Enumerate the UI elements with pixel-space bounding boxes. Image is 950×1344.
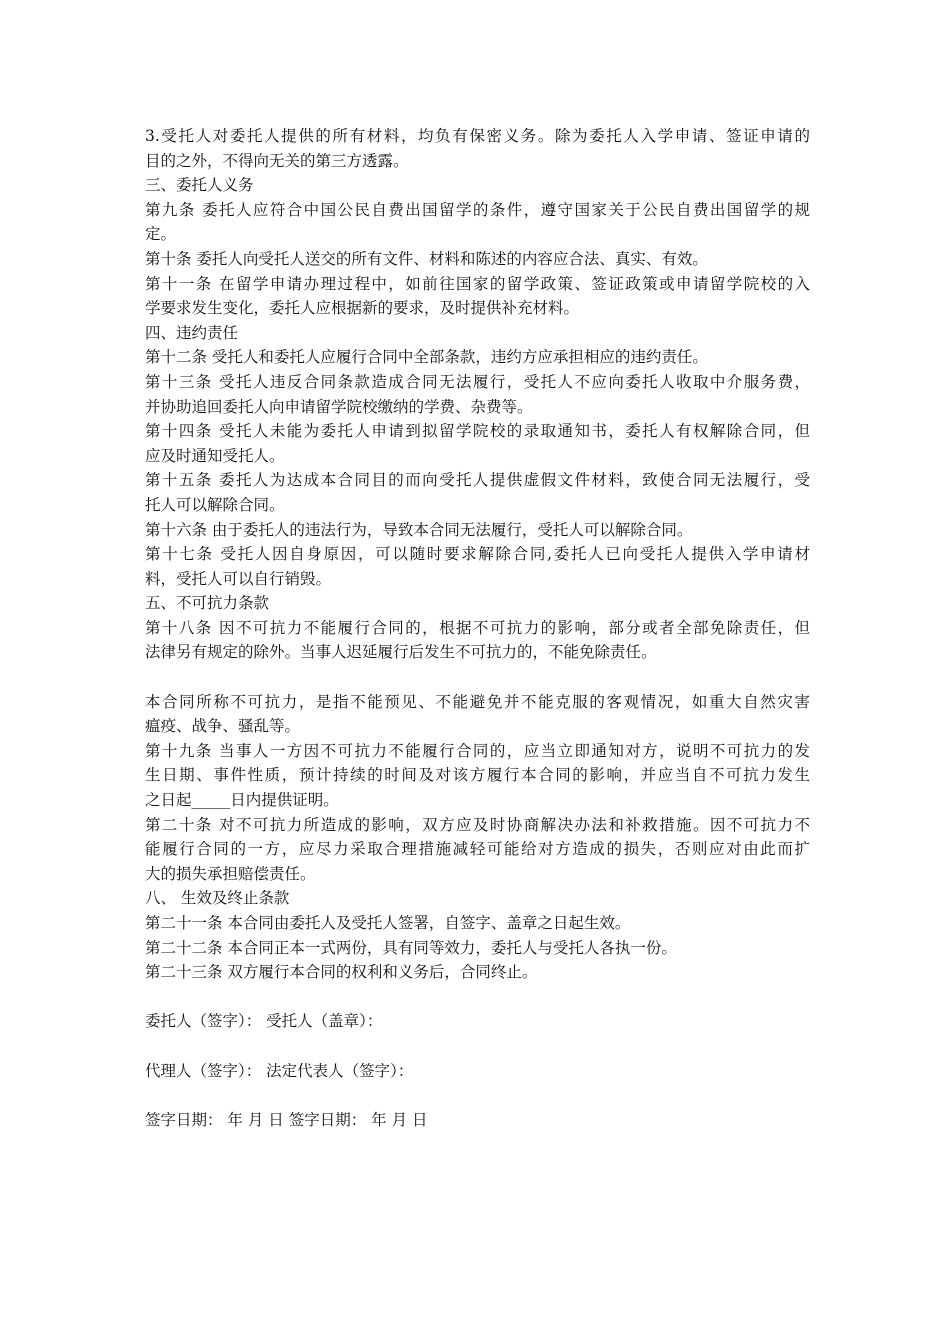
- text-line: 定。: [145, 225, 177, 244]
- section-heading: 八、 生效及终止条款: [145, 889, 290, 908]
- text-line: 第十八条 因不可抗力不能履行合同的，根据不可抗力的影响，部分或者全部免除责任，但: [145, 618, 810, 637]
- text-line: 并协助追回委托人向申请留学院校缴纳的学费、杂费等。: [145, 397, 533, 416]
- blank-line: [145, 665, 810, 690]
- text-line: 第十六条 由于委托人的违法行为，导致本合同无法履行，受托人可以解除合同。: [145, 520, 693, 539]
- text-line: 第十二条 受托人和委托人应履行合同中全部条款，违约方应承担相应的违约责任。: [145, 348, 708, 367]
- text-line: 3.受托人对委托人提供的所有材料，均负有保密义务。除为委托人入学申请、签证申请的: [145, 127, 810, 145]
- text-line: 目的之外，不得向无关的第三方透露。: [145, 151, 409, 170]
- text-line: 应及时通知受托人。: [145, 446, 285, 465]
- text-line: 第十三条 受托人违反合同条款造成合同无法履行，受托人不应向委托人收取中介服务费，: [145, 372, 810, 391]
- signature-line-agent: 代理人（签字）： 法定代表人（签字）：: [145, 1061, 414, 1080]
- contract-body: [145, 124, 810, 1132]
- text-line: 第二十二条 本合同正本一式两份，具有同等效力，委托人与受托人各执一份。: [145, 938, 677, 957]
- text-line: 第九条 委托人应符合中国公民自费出国留学的条件，遵守国家关于公民自费出国留学的规: [145, 200, 810, 219]
- text-line: 第十九条 当事人一方因不可抗力不能履行合同的，应当立即通知对方，说明不可抗力的发: [145, 741, 810, 760]
- text-line: 能履行合同的一方，应尽力采取合理措施减轻可能给对方造成的损失，否则应对由此而扩: [145, 840, 810, 859]
- text-line: 学要求发生变化，委托人应根据新的要求，及时提供补充材料。: [145, 299, 580, 318]
- text-line: 生日期、事件性质，预计持续的时间及对该方履行本合同的影响，并应当自不可抗力发生: [145, 766, 810, 785]
- blank-line: [145, 1034, 810, 1059]
- section-heading: 五、不可抗力条款: [145, 594, 270, 613]
- blank-line: [145, 1083, 810, 1108]
- blank-line: [145, 985, 810, 1010]
- text-line: 第二十一条 本合同由委托人及受托人签署，自签字、盖章之日起生效。: [145, 914, 631, 932]
- text-line: 第十七条 受托人因自身原因，可以随时要求解除合同,委托人已向受托人提供入学申请材: [145, 545, 810, 564]
- text-line: 本合同所称不可抗力，是指不能预见、不能避免并不能克服的客观情况，如重大自然灾害: [145, 692, 810, 711]
- text-line: 第十四条 受托人未能为委托人申请到拟留学院校的录取通知书，委托人有权解除合同，但: [145, 422, 810, 441]
- signature-line-principal: 委托人（签字）： 受托人（盖章）：: [145, 1012, 383, 1031]
- text-line: 第二十三条 双方履行本合同的权利和义务后，合同终止。: [145, 963, 538, 982]
- signature-date-line: 签字日期： 年 月 日 签字日期： 年 月 日: [145, 1110, 428, 1129]
- text-line: 料，受托人可以自行销毁。: [145, 569, 332, 588]
- text-line: 第十五条 委托人为达成本合同目的而向受托人提供虚假文件材料，致使合同无法履行，受: [145, 471, 810, 490]
- text-line: 瘟疫、战争、骚乱等。: [145, 717, 301, 736]
- text-line: 第十条 委托人向受托人送交的所有文件、材料和陈述的内容应合法、真实、有效。: [145, 249, 708, 268]
- text-line: 之日起_____日内提供证明。: [145, 791, 339, 810]
- text-line: 法律另有规定的除外。当事人迟延履行后发生不可抗力的，不能免除责任。: [145, 643, 657, 662]
- section-heading: 三、委托人义务: [145, 176, 254, 195]
- text-line: 托人可以解除合同。: [145, 495, 285, 514]
- text-line: 大的损失承担赔偿责任。: [145, 864, 316, 883]
- text-line: 第二十条 对不可抗力所造成的影响，双方应及时协商解决办法和补救措施。因不可抗力不: [145, 815, 810, 834]
- text-line: 第十一条 在留学申请办理过程中，如前往国家的留学政策、签证政策或申请留学院校的入: [145, 274, 810, 293]
- section-heading: 四、违约责任: [145, 323, 239, 342]
